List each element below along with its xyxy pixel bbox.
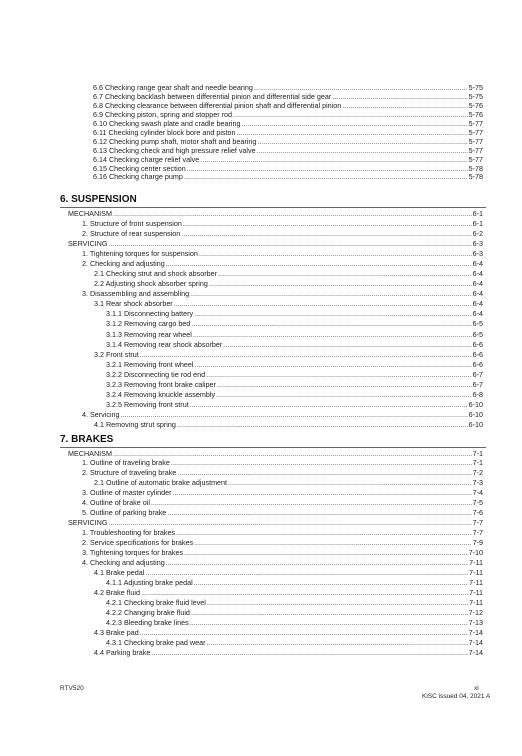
- toc-entry-title: 4. Servicing: [82, 410, 120, 419]
- toc-entry-title: 6.6 Checking range gear shaft and needle bearing: [93, 83, 253, 92]
- toc-entry-page: 7-14: [468, 648, 483, 657]
- toc-entry-page: 7-6: [472, 508, 483, 517]
- toc-entry-title: 3. Tightening torques for brakes: [82, 548, 184, 557]
- toc-entry[interactable]: [106, 578, 483, 587]
- toc-entry-title: 5. Outline of parking brake: [82, 508, 167, 517]
- toc-entry-title: 4.3.1 Checking brake pad wear: [106, 638, 206, 647]
- toc-entry-title: 4.2.2 Changing brake fluid: [106, 608, 190, 617]
- toc-entry[interactable]: [94, 299, 483, 308]
- toc-entry-title: 3.2.2 Disconnecting tie rod end: [106, 370, 206, 379]
- toc-entry[interactable]: [82, 548, 483, 557]
- toc-entry[interactable]: [82, 229, 483, 238]
- toc-entry[interactable]: [68, 449, 483, 458]
- toc-entry-page: 6-10: [468, 410, 483, 419]
- toc-entry[interactable]: [106, 598, 483, 607]
- toc-entry-page: 7-4: [472, 488, 483, 497]
- toc-entry[interactable]: [94, 279, 483, 288]
- section-heading-suspension: 6. SUSPENSION: [60, 194, 137, 205]
- toc-entry-title: 6.15 Checking center section: [93, 164, 186, 173]
- toc-entry[interactable]: [82, 538, 483, 547]
- toc-entry[interactable]: [106, 360, 483, 369]
- toc-entry[interactable]: [94, 269, 483, 278]
- toc-entry-page: 6-7: [472, 370, 483, 379]
- toc-entry[interactable]: [94, 350, 483, 359]
- toc-entry[interactable]: [93, 155, 483, 164]
- toc-entry[interactable]: [106, 608, 483, 617]
- toc-entry-title: 3.2.1 Removing front wheel: [106, 360, 194, 369]
- toc-entry[interactable]: [94, 478, 483, 487]
- toc-entry-title: MECHANISM: [68, 209, 112, 218]
- toc-entry-page: 6-4: [472, 269, 483, 278]
- toc-entry-page: 5-77: [468, 137, 483, 146]
- toc-entry-title: 4.2.3 Bleeding brake lines: [106, 618, 189, 627]
- toc-entry-page: 7-11: [469, 588, 483, 597]
- toc-entry[interactable]: [106, 309, 483, 318]
- toc-entry[interactable]: [106, 370, 483, 379]
- toc-entry-title: 3.1.1 Disconnecting battery: [106, 309, 194, 318]
- toc-entry-title: 3.1.2 Removing cargo bed: [106, 319, 191, 328]
- toc-entry[interactable]: [93, 119, 483, 128]
- toc-entry-title: 2. Structure of traveling brake: [82, 468, 177, 477]
- toc-entry[interactable]: [93, 101, 483, 110]
- toc-entry-title: 6.12 Checking pump shaft, motor shaft and bearing: [93, 137, 257, 146]
- toc-entry-page: 6-4: [472, 279, 483, 288]
- toc-entry-title: 1. Structure of front suspension: [82, 219, 182, 228]
- toc-entry-title: 3.1 Rear shock absorber: [94, 299, 173, 308]
- toc-entry[interactable]: [82, 289, 483, 298]
- toc-entry[interactable]: [82, 259, 483, 268]
- toc-entry-title: 4. Checking and adjusting: [82, 558, 165, 567]
- toc-entry-page: 5-77: [468, 119, 483, 128]
- toc-entry-page: 5-77: [468, 155, 483, 164]
- toc-entry[interactable]: [82, 219, 483, 228]
- toc-entry-page: 6-10: [468, 400, 483, 409]
- toc-entry-page: 7-13: [468, 618, 483, 627]
- toc-entry-title: 4. Outline of brake oil: [82, 498, 150, 507]
- toc-entry[interactable]: [93, 137, 483, 146]
- toc-entry-page: 7-9: [472, 538, 483, 547]
- toc-entry-page: 6-4: [472, 259, 483, 268]
- toc-entry-title: 6.13 Checking check and high pressure relief valve: [93, 146, 256, 155]
- toc-entry[interactable]: [82, 410, 483, 419]
- toc-entry-page: 7-11: [469, 578, 483, 587]
- toc-entry-page: 6-5: [472, 330, 483, 339]
- toc-entry-page: 6-5: [472, 319, 483, 328]
- toc-entry-page: 7-11: [469, 568, 483, 577]
- toc-entry[interactable]: [106, 330, 483, 339]
- toc-entry[interactable]: [94, 648, 483, 657]
- toc-entry[interactable]: [68, 209, 483, 218]
- toc-entry-title: 4.3 Brake pad: [94, 628, 139, 637]
- toc-entry-page: 7-12: [468, 608, 483, 617]
- toc-entry-title: 4.4 Parking brake: [94, 648, 151, 657]
- toc-entry-title: 4.1 Brake pedal: [94, 568, 145, 577]
- toc-entry-title: 4.1.1 Adjusting brake pedal: [106, 578, 193, 587]
- toc-entry-page: 6-1: [472, 209, 483, 218]
- toc-entry[interactable]: [82, 528, 483, 537]
- toc-entry[interactable]: [82, 488, 483, 497]
- toc-entry-page: 7-11: [469, 558, 483, 567]
- toc-entry[interactable]: [93, 110, 483, 119]
- toc-entry-page: 7-11: [469, 598, 483, 607]
- toc-entry[interactable]: [106, 400, 483, 409]
- toc-entry[interactable]: [106, 618, 483, 627]
- toc-entry-title: 3. Outline of master cylinder: [82, 488, 172, 497]
- toc-entry[interactable]: [106, 390, 483, 399]
- toc-entry[interactable]: [94, 568, 483, 577]
- toc-entry-page: 5-75: [468, 83, 483, 92]
- toc-entry[interactable]: [93, 173, 483, 181]
- toc-entry-page: 6-6: [472, 350, 483, 359]
- toc-entry[interactable]: [93, 146, 483, 155]
- toc-entry-title: 4.2.1 Checking brake fluid level: [106, 598, 206, 607]
- toc-entry[interactable]: [82, 508, 483, 517]
- toc-entry-page: 5-77: [468, 128, 483, 137]
- toc-entry-title: 1. Troubleshooting for brakes: [82, 528, 176, 537]
- toc-entry-title: 4.1 Removing strut spring: [94, 420, 176, 429]
- toc-entry-title: 6.7 Checking backlash between differential pinion and differential side gear: [93, 92, 332, 101]
- toc-entry-title: 6.8 Checking clearance between differential pinion shaft and differential pinion: [93, 101, 342, 110]
- toc-entry-page: 7-5: [472, 498, 483, 507]
- toc-entry-title: 3.2.4 Removing knuckle assembly: [106, 390, 216, 399]
- toc-entry-page: 6-6: [472, 360, 483, 369]
- toc-entry-page: 5-77: [468, 146, 483, 155]
- toc-entry-page: 6-4: [472, 309, 483, 318]
- toc-entry-title: 3.2.3 Removing front brake caliper: [106, 380, 216, 389]
- toc-entry-page: 7-7: [472, 528, 483, 537]
- toc-entry-title: 4.2 Brake fluid: [94, 588, 140, 597]
- toc-entry-page: 7-7: [472, 518, 483, 527]
- toc-entry-page: 5-76: [468, 101, 483, 110]
- divider: [60, 207, 486, 208]
- toc-entry-title: 6.14 Checking charge relief valve: [93, 155, 200, 164]
- toc-entry[interactable]: [82, 249, 483, 258]
- toc-entry-title: 3.1.4 Removing rear shock absorber: [106, 340, 223, 349]
- toc-entry-title: 3.2.5 Removing front strut: [106, 400, 189, 409]
- toc-entry[interactable]: [93, 128, 483, 137]
- toc-entry-page: 5-76: [468, 110, 483, 119]
- toc-entry-title: 6.10 Checking swash plate and cradle bearing: [93, 119, 241, 128]
- toc-entry-page: 6-4: [472, 299, 483, 308]
- toc-entry[interactable]: [106, 319, 483, 328]
- toc-entry-page: 6-4: [472, 289, 483, 298]
- toc-entry-page: 6-2: [472, 229, 483, 238]
- toc-entry-page: 7-1: [472, 449, 483, 458]
- toc-entry-page: 5-78: [468, 173, 483, 181]
- toc-entry-page: 6-1: [472, 219, 483, 228]
- toc-entry[interactable]: [106, 340, 483, 349]
- toc-entry[interactable]: [82, 468, 483, 477]
- toc-entry-title: 6.11 Checking cylinder block bore and piston: [93, 128, 236, 137]
- toc-entry-title: 2. Service specifications for brakes: [82, 538, 194, 547]
- toc-entry[interactable]: [93, 164, 483, 173]
- toc-entry[interactable]: [93, 83, 483, 92]
- toc-entry-page: 7-3: [472, 478, 483, 487]
- toc-entry[interactable]: [94, 628, 483, 637]
- toc-entry[interactable]: [82, 558, 483, 567]
- toc-entry-page: 6-3: [472, 249, 483, 258]
- toc-entry-title: 6.9 Checking piston, spring and stopper rod: [93, 110, 233, 119]
- toc-entry[interactable]: [94, 588, 483, 597]
- toc-entry-title: SERVICING: [68, 518, 108, 527]
- toc-entry[interactable]: [82, 498, 483, 507]
- footer-page-number: xi: [474, 685, 479, 692]
- footer-issue: KiSC issued 04, 2021 A: [422, 693, 491, 700]
- toc-entry-page: 6-7: [472, 380, 483, 389]
- section-heading-brakes: 7. BRAKES: [60, 434, 114, 445]
- toc-entry-title: 2.2 Adjusting shock absorber spring: [94, 279, 208, 288]
- toc-entry-page: 7-2: [472, 468, 483, 477]
- toc-entry[interactable]: [94, 420, 483, 429]
- toc-entry-page: 6-3: [472, 239, 483, 248]
- toc-entry[interactable]: [106, 638, 483, 647]
- toc-entry-page: 6-10: [468, 420, 483, 429]
- toc-entry-page: 7-10: [468, 548, 483, 557]
- toc-entry-page: 7-1: [472, 458, 483, 467]
- toc-entry-title: 2.1 Outline of automatic brake adjustment: [94, 478, 228, 487]
- toc-entry[interactable]: [68, 518, 483, 527]
- toc-entry-title: 6.16 Checking charge pump: [93, 173, 183, 181]
- toc-entry-title: 3. Disassembling and assembling: [82, 289, 190, 298]
- toc-entry-title: 2. Checking and adjusting: [82, 259, 165, 268]
- toc-entry[interactable]: [93, 92, 483, 101]
- toc-entry-title: 3.1.3 Removing rear wheel: [106, 330, 192, 339]
- toc-entry-page: 5-75: [468, 92, 483, 101]
- toc-entry-page: 6-6: [472, 340, 483, 349]
- footer-model: RTV520: [60, 685, 84, 692]
- toc-entry[interactable]: [106, 380, 483, 389]
- toc-entry-title: SERVICING: [68, 239, 108, 248]
- toc-entry-title: 2.1 Checking strut and shock absorber: [94, 269, 218, 278]
- toc-entry-title: 1. Outline of traveling brake: [82, 458, 170, 467]
- divider: [60, 447, 486, 448]
- toc-entry-page: 7-14: [468, 638, 483, 647]
- toc-entry-title: 1. Tightening torques for suspension: [82, 249, 198, 258]
- toc-entry[interactable]: [82, 458, 483, 467]
- toc-entry[interactable]: [68, 239, 483, 248]
- toc-entry-page: 6-8: [472, 390, 483, 399]
- toc-entry-title: 3.2 Front strut: [94, 350, 139, 359]
- toc-entry-page: 5-78: [468, 164, 483, 173]
- toc-entry-page: 7-14: [468, 628, 483, 637]
- toc-entry-title: MECHANISM: [68, 449, 112, 458]
- toc-entry-title: 2. Structure of rear suspension: [82, 229, 181, 238]
